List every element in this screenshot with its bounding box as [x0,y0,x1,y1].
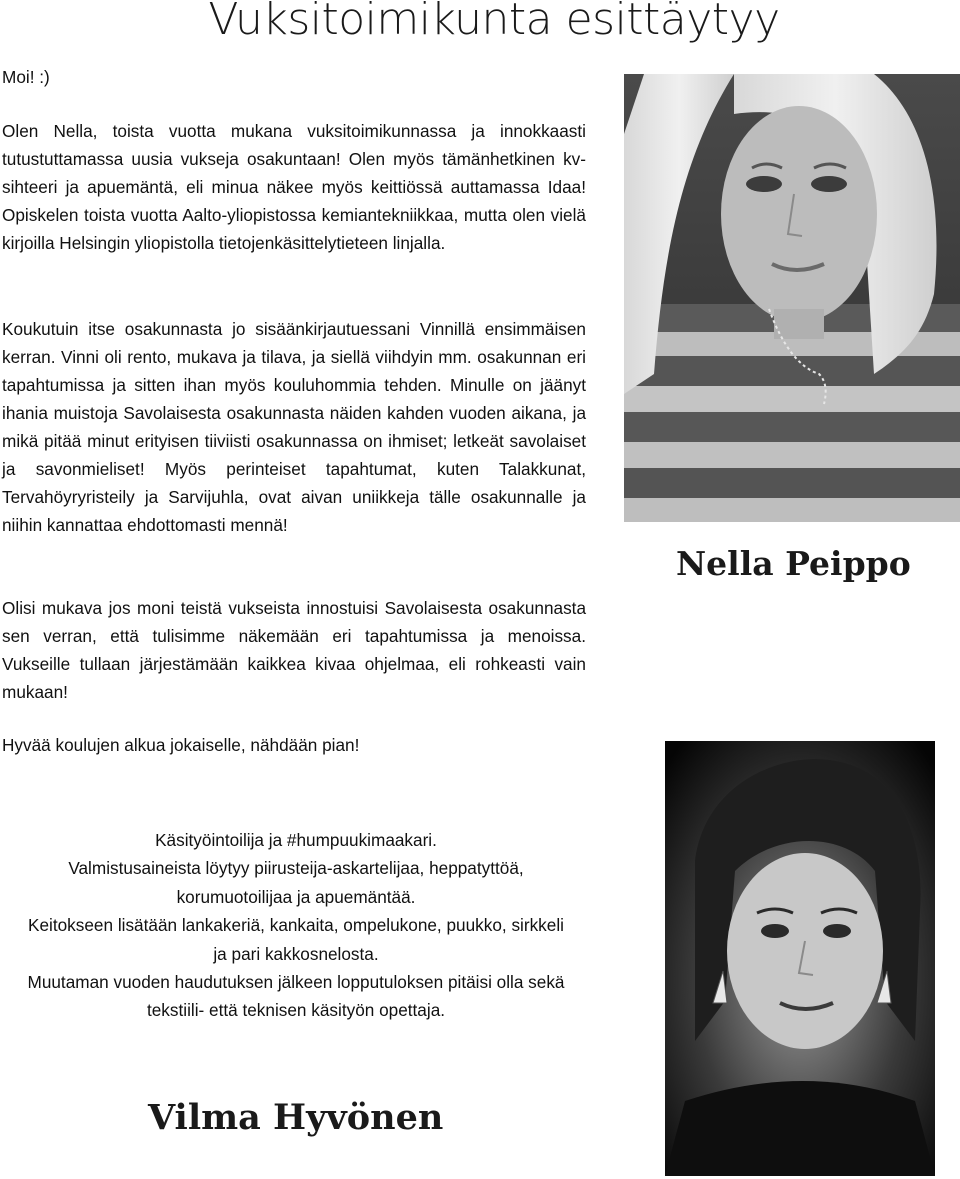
nella-paragraph-3: Olisi mukava jos moni teistä vukseista innostuisi Savolaisesta osakunnasta sen verran, että tulisimme näkemään eri tapahtumissa ja menoissa. Vukseille tullaan järjestämään kaikkea kivaa ohjelmaa, eli rohkeasti vain mukaan! [2,598,586,702]
vilma-description [0,826,592,1025]
portrait-photo-icon [624,74,960,522]
portrait-photo-icon [665,741,935,1176]
vilma-portrait-photo [665,741,935,1176]
vilma-line: ja pari kakkosnelosta. [213,943,379,964]
vilma-line: Keitokseen lisätään lankakeriä, kankaita, ompelukone, puukko, sirkkeli [28,915,564,936]
vilma-line: Muutaman vuoden haudutuksen jälkeen lopputuloksen pitäisi olla sekä [27,972,565,993]
vilma-name: Vilma Hyvönen [148,1097,444,1138]
nella-name: Nella Peippo [676,544,911,583]
nella-paragraph-1: Olen Nella, toista vuotta mukana vuksitoimikunnassa ja innokkaasti tutustuttamassa uusia vukseja osakuntaan! Olen myös tämänhetkinen kv-sihteeri ja apuemäntä, eli minua näkee myös keittiössä auttamassa Idaa! Opiskelen toista vuotta Aalto-yliopistossa kemiantekniikkaa, mutta olen vielä kirjoilla Helsingin yliopistolla tietojenkäsittelytieteen linjalla. [2,121,586,253]
vilma-line: Valmistusaineista löytyy piirusteija-askartelijaa, heppatyttöä, [68,858,524,879]
vilma-line: korumuotoilijaa ja apuemäntää. [176,886,416,907]
page-title: Vuksitoimikunta esittäytyy [208,0,780,45]
nella-portrait-photo [624,74,960,522]
closing-line: Hyvää koulujen alkua jokaiselle, nähdään pian! [2,735,360,755]
greeting: Moi! :) [2,67,50,87]
vilma-line: tekstiili- että teknisen käsityön opettaja. [146,1000,446,1021]
vilma-line: Käsityöintoilija ja #humpuukimaakari. [155,830,437,850]
nella-paragraph-2: Koukutuin itse osakunnasta jo sisäänkirjautuessani Vinnillä ensimmäisen kerran. Vinni oli rento, mukava ja tilava, ja siellä viihdyin mm. osakunnan eri tapahtumissa ja sitten ihan myös kouluhommia tehden. Minulle on jäänyt ihania muistoja Savolaisesta osakunnasta näiden kahden vuoden aikana, ja mikä pitää minut erityisen tiiviisti osakunnassa on ihmiset; letkeät savolaiset ja savonmieliset! Myös perinteiset tapahtumat, kuten Talakkunat, Tervahöyryristeily ja Sarvijuhla, ovat aivan uniikkeja tälle osakunnalle ja niihin kannattaa ehdottomasti mennä! [2,319,586,535]
